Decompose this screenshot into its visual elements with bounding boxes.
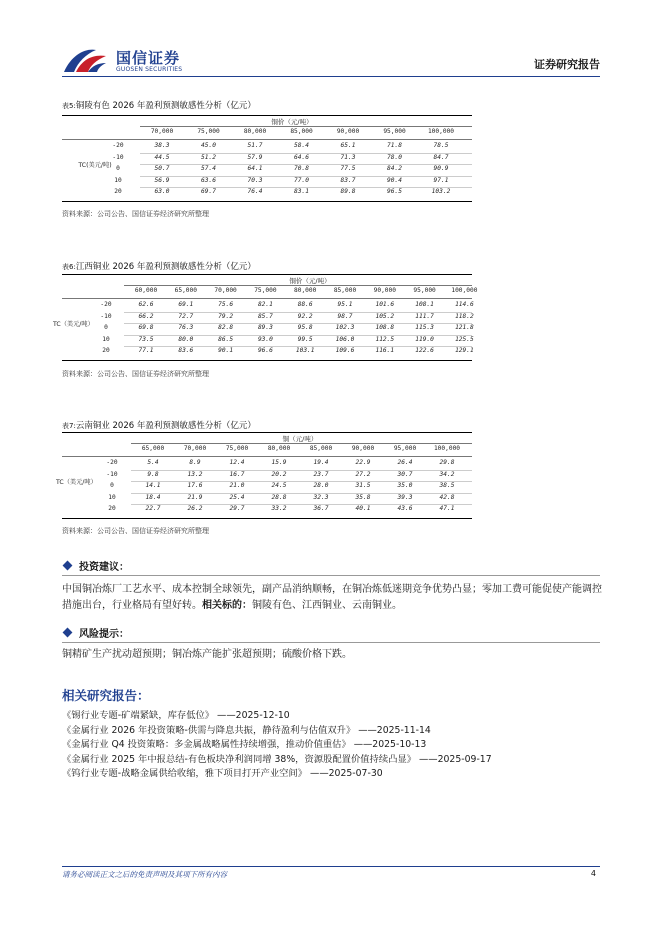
profit-value-cell: 79.2 <box>218 312 234 320</box>
profit-value-cell: 103.2 <box>431 188 451 195</box>
price-header-cell: 100,000 <box>433 445 461 452</box>
profit-value-cell: 103.1 <box>295 347 315 354</box>
profit-value-cell: 69.1 <box>178 301 194 308</box>
guosen-logo-icon <box>62 44 108 76</box>
tc-row-label: TC（美元/吨） <box>56 479 97 486</box>
profit-value-cell: 88.6 <box>297 301 313 308</box>
profit-value-cell: 57.9 <box>247 153 263 161</box>
profit-value-cell: 90.1 <box>218 347 234 354</box>
profit-value-cell: 96.6 <box>257 347 273 354</box>
profit-value-cell: 43.6 <box>397 505 413 512</box>
table-bottom-rule <box>62 201 472 202</box>
related-reports-list <box>62 709 492 782</box>
price-header-cell: 90,000 <box>336 128 360 135</box>
profit-value-cell: 39.3 <box>397 493 413 501</box>
profit-value-cell: 14.1 <box>145 482 161 489</box>
related-report-item: 《金属行业 2025 年中报总结-有色板块净利润同增 38%，资源股配置价值持续凸显》 ——2025-09-17 <box>62 753 492 765</box>
caption-underline <box>124 285 472 286</box>
investment-divider <box>62 575 600 576</box>
profit-value-cell: 95.1 <box>337 301 353 308</box>
price-header-cell: 90,000 <box>351 445 375 452</box>
table5-title <box>62 99 256 111</box>
header-bottom-rule <box>62 139 472 140</box>
price-header-cell: 70,000 <box>183 445 207 452</box>
profit-value-cell: 84.2 <box>387 165 402 172</box>
profit-value-cell: 93.0 <box>257 335 273 343</box>
profit-value-cell: 118.2 <box>455 312 474 320</box>
profit-value-cell: 69.8 <box>138 324 154 331</box>
profit-value-cell: 65.1 <box>340 142 356 149</box>
profit-value-cell: 28.0 <box>313 482 329 489</box>
price-header-cell: 65,000 <box>141 445 165 452</box>
profit-value-cell: 21.9 <box>187 493 203 501</box>
profit-value-cell: 105.2 <box>375 312 395 320</box>
diamond-bullet-icon <box>63 561 73 571</box>
profit-value-cell: 90.9 <box>433 165 449 172</box>
caption-underline <box>131 443 472 444</box>
profit-value-cell: 75.6 <box>218 301 234 308</box>
price-axis-caption: 铜价（元/吨） <box>289 277 331 285</box>
profit-value-cell: 5.4 <box>147 459 159 466</box>
price-header-cell: 100,000 <box>451 287 478 294</box>
profit-value-cell: 38.3 <box>154 142 170 149</box>
related-reports-title: 相关研究报告： <box>62 688 150 703</box>
profit-value-cell: 116.1 <box>375 347 395 354</box>
profit-value-cell: 90.4 <box>387 176 402 184</box>
table6-source: 资料来源：公司公告、国信证券经济研究所整理 <box>62 370 209 378</box>
tc-value-cell: -10 <box>112 153 124 161</box>
profit-value-cell: 89.8 <box>340 188 356 195</box>
profit-value-cell: 63.0 <box>154 188 170 195</box>
diamond-bullet-icon <box>63 628 73 638</box>
footer-disclaimer: 请务必阅读正文之后的免责声明及其项下所有内容 <box>62 870 227 879</box>
profit-value-cell: 85.7 <box>257 312 273 320</box>
profit-value-cell: 78.0 <box>387 153 402 161</box>
header-bottom-rule <box>62 456 472 457</box>
price-header-cell: 65,000 <box>174 287 197 294</box>
profit-value-cell: 84.7 <box>433 153 449 161</box>
table7-number: 表7: <box>62 422 76 430</box>
profit-value-cell: 57.4 <box>201 165 216 172</box>
profit-value-cell: 23.7 <box>313 470 329 478</box>
footer-divider <box>62 866 600 867</box>
profit-value-cell: 26.4 <box>397 459 413 466</box>
tc-value-cell: 0 <box>110 482 114 489</box>
profit-value-cell: 9.8 <box>147 470 159 478</box>
profit-value-cell: 45.0 <box>201 142 216 149</box>
table6-title <box>62 260 256 272</box>
profit-value-cell: 56.9 <box>154 176 170 184</box>
profit-value-cell: 71.8 <box>387 142 402 149</box>
profit-value-cell: 27.2 <box>355 470 371 478</box>
profit-value-cell: 62.6 <box>138 301 154 308</box>
profit-value-cell: 70.8 <box>294 165 309 172</box>
table7-source: 资料来源：公司公告、国信证券经济研究所整理 <box>62 527 209 535</box>
profit-value-cell: 77.1 <box>138 347 154 354</box>
tc-row-label: TC（美元/吨） <box>53 321 94 328</box>
profit-value-cell: 16.7 <box>229 470 245 478</box>
profit-value-cell: 25.4 <box>229 493 245 501</box>
table5-number: 表5: <box>62 102 76 110</box>
profit-value-cell: 71.3 <box>340 153 356 161</box>
profit-value-cell: 83.1 <box>294 188 309 195</box>
price-header-cell: 95,000 <box>413 287 436 294</box>
profit-value-cell: 115.3 <box>415 324 434 331</box>
profit-value-cell: 102.3 <box>335 324 355 331</box>
profit-value-cell: 119.0 <box>415 335 434 343</box>
profit-value-cell: 89.3 <box>257 324 273 331</box>
profit-value-cell: 112.5 <box>375 335 395 343</box>
table5-source: 资料来源：公司公告、国信证券经济研究所整理 <box>62 210 209 218</box>
table5-title-text: 铜陵有色 2026 年盈利预测敏感性分析（亿元） <box>75 101 256 111</box>
profit-value-cell: 78.5 <box>433 142 449 149</box>
profit-value-cell: 114.6 <box>455 301 474 308</box>
tc-value-cell: -10 <box>106 470 118 478</box>
profit-value-cell: 50.7 <box>154 165 170 172</box>
targets-text: 铜陵有色、江西铜业、云南铜业。 <box>252 600 402 611</box>
price-header-cell: 95,000 <box>383 128 406 135</box>
price-header-cell: 80,000 <box>267 445 291 452</box>
tc-value-cell: 0 <box>116 165 120 172</box>
profit-value-cell: 63.6 <box>201 176 216 184</box>
profit-value-cell: 29.7 <box>229 505 245 512</box>
profit-value-cell: 80.0 <box>178 335 194 343</box>
profit-value-cell: 34.2 <box>439 470 455 478</box>
price-header-cell: 95,000 <box>393 445 417 452</box>
profit-value-cell: 58.4 <box>294 142 309 149</box>
tc-value-cell: -20 <box>106 459 118 466</box>
risk-section-title <box>62 625 129 640</box>
price-header-cell: 75,000 <box>197 128 220 135</box>
logo-chinese-name: 国信证券 <box>116 49 181 67</box>
tc-value-cell: 10 <box>108 493 116 501</box>
profit-value-cell: 66.2 <box>138 312 154 320</box>
profit-value-cell: 44.5 <box>154 153 170 161</box>
profit-value-cell: 106.0 <box>335 335 355 343</box>
profit-value-cell: 22.7 <box>145 505 161 512</box>
price-header-cell: 60,000 <box>134 287 158 294</box>
investment-text: 中国铜冶炼厂工艺水平、成本控制全球领先，副产品消纳顺畅，在铜冶炼低迷期竞争优势凸显；零加工费可能促使产能调控措施出台，行业格局有望好转。 <box>62 584 602 611</box>
price-header-cell: 90,000 <box>373 287 396 294</box>
profit-value-cell: 35.0 <box>397 482 413 489</box>
table7-title-text: 云南铜业 2026 年盈利预测敏感性分析（亿元） <box>75 421 256 431</box>
risk-divider <box>62 642 600 643</box>
profit-value-cell: 30.7 <box>397 470 413 478</box>
profit-value-cell: 82.1 <box>257 301 273 308</box>
tc-value-cell: 10 <box>102 335 110 343</box>
profit-value-cell: 26.2 <box>187 505 203 512</box>
tc-value-cell: 20 <box>108 505 116 512</box>
price-header-cell: 85,000 <box>333 287 357 294</box>
profit-value-cell: 13.2 <box>187 470 203 478</box>
investment-section-title <box>62 558 129 573</box>
profit-value-cell: 108.1 <box>415 301 434 308</box>
profit-value-cell: 33.2 <box>271 505 287 512</box>
profit-value-cell: 69.7 <box>201 188 216 195</box>
price-header-cell: 75,000 <box>254 287 277 294</box>
row-separator <box>131 493 472 494</box>
profit-value-cell: 125.5 <box>455 335 474 343</box>
tc-value-cell: 20 <box>114 188 122 195</box>
price-header-cell: 80,000 <box>294 287 317 294</box>
table6-number: 表6: <box>62 263 76 271</box>
profit-value-cell: 70.3 <box>247 176 263 184</box>
profit-value-cell: 51.2 <box>201 153 216 161</box>
profit-value-cell: 38.5 <box>439 482 455 489</box>
profit-value-cell: 51.7 <box>247 142 263 149</box>
profit-value-cell: 19.4 <box>313 459 329 466</box>
profit-value-cell: 98.7 <box>337 312 353 320</box>
profit-value-cell: 29.8 <box>439 459 455 466</box>
profit-value-cell: 77.5 <box>340 165 356 172</box>
profit-value-cell: 111.7 <box>415 312 434 320</box>
profit-value-cell: 122.6 <box>415 347 434 354</box>
profit-value-cell: 18.4 <box>145 493 161 501</box>
price-header-cell: 70,000 <box>214 287 237 294</box>
targets-label: 相关标的： <box>202 600 252 611</box>
price-header-cell: 80,000 <box>243 128 267 135</box>
price-header-cell: 75,000 <box>225 445 249 452</box>
related-report-item: 《金属行业 Q4 投资策略：多金属战略属性持续增强，推动价值重估》 ——2025-10-13 <box>62 739 427 750</box>
header-divider <box>62 76 600 77</box>
price-axis-caption: 铜价（元/吨） <box>271 118 313 126</box>
profit-value-cell: 77.0 <box>294 176 309 184</box>
profit-value-cell: 22.9 <box>355 459 371 466</box>
tc-value-cell: -20 <box>100 301 112 308</box>
investment-paragraph <box>62 582 602 614</box>
related-report-item: 《金属行业 2026 年投资策略-供需与降息共振，静待盈利与估值双升》 ——2025-11-14 <box>62 724 431 736</box>
price-header-cell: 100,000 <box>427 128 455 135</box>
investment-title-text: 投资建议： <box>79 562 129 573</box>
tc-value-cell: 10 <box>114 176 122 184</box>
profit-value-cell: 86.5 <box>218 335 234 343</box>
caption-underline <box>140 126 472 127</box>
profit-value-cell: 8.9 <box>189 459 201 466</box>
page-number: 4 <box>590 869 596 878</box>
related-report-item: 《钨行业专题-战略金属供给收缩，雅下项目打开产业空间》 ——2025-07-30 <box>62 768 383 779</box>
price-header-cell: 85,000 <box>290 128 313 135</box>
header-bottom-rule <box>62 298 472 299</box>
profit-value-cell: 73.5 <box>138 335 154 343</box>
table-top-rule <box>62 274 472 275</box>
related-report-item: 《锡行业专题-矿端紧缺，库存低位》 ——2025-12-10 <box>62 710 290 721</box>
profit-value-cell: 82.8 <box>218 324 234 331</box>
profit-value-cell: 20.2 <box>271 470 287 478</box>
profit-value-cell: 32.3 <box>313 493 329 501</box>
table-top-rule <box>62 115 472 116</box>
profit-value-cell: 21.0 <box>229 482 245 489</box>
profit-value-cell: 40.1 <box>355 505 371 512</box>
profit-value-cell: 35.8 <box>355 493 371 501</box>
profit-value-cell: 72.7 <box>178 312 194 320</box>
price-axis-caption: 铜（元/吨） <box>282 435 318 443</box>
profit-value-cell: 101.6 <box>375 301 395 308</box>
profit-value-cell: 95.8 <box>297 324 313 331</box>
profit-value-cell: 31.5 <box>355 482 371 489</box>
profit-value-cell: 76.4 <box>247 188 263 195</box>
risk-title-text: 风险提示： <box>79 629 129 640</box>
profit-value-cell: 64.1 <box>247 165 263 172</box>
profit-value-cell: 17.6 <box>187 482 203 489</box>
table7-title <box>62 419 256 431</box>
profit-value-cell: 42.8 <box>439 493 455 501</box>
table-top-rule <box>62 432 472 433</box>
profit-value-cell: 109.6 <box>335 347 355 354</box>
profit-value-cell: 24.5 <box>271 482 287 489</box>
profit-value-cell: 47.1 <box>439 505 455 512</box>
tc-row-label: TC(美元/吨) <box>78 162 112 169</box>
table6-title-text: 江西铜业 2026 年盈利预测敏感性分析（亿元） <box>75 262 256 272</box>
row-separator <box>131 481 472 482</box>
profit-value-cell: 28.8 <box>271 493 287 501</box>
logo-english-name: GUOSEN SECURITIES <box>116 66 183 73</box>
profit-value-cell: 108.8 <box>375 324 395 331</box>
table-bottom-rule <box>62 360 472 361</box>
profit-value-cell: 15.9 <box>271 459 287 466</box>
profit-value-cell: 83.7 <box>340 176 356 184</box>
table-bottom-rule <box>62 518 472 519</box>
profit-value-cell: 83.6 <box>178 347 194 354</box>
tc-value-cell: -20 <box>112 142 124 149</box>
tc-value-cell: 0 <box>104 324 108 331</box>
row-separator <box>131 470 472 471</box>
profit-value-cell: 121.8 <box>455 324 474 331</box>
profit-value-cell: 99.5 <box>297 335 313 343</box>
profit-value-cell: 12.4 <box>229 459 245 466</box>
price-header-cell: 85,000 <box>309 445 333 452</box>
company-logo <box>62 44 182 78</box>
profit-value-cell: 92.2 <box>297 312 313 320</box>
profit-value-cell: 64.6 <box>294 153 309 161</box>
profit-value-cell: 129.1 <box>455 347 474 354</box>
profit-value-cell: 76.3 <box>178 324 194 331</box>
report-type-label: 证券研究报告 <box>534 58 600 71</box>
risk-paragraph: 铜精矿生产扰动超预期；铜冶炼产能扩张超预期；硫酸价格下跌。 <box>62 649 352 660</box>
tc-value-cell: 20 <box>102 347 110 354</box>
profit-value-cell: 97.1 <box>433 176 449 184</box>
price-header-cell: 70,000 <box>150 128 174 135</box>
tc-value-cell: -10 <box>100 312 112 320</box>
row-separator <box>131 504 472 505</box>
profit-value-cell: 96.5 <box>387 188 402 195</box>
profit-value-cell: 36.7 <box>313 505 329 512</box>
